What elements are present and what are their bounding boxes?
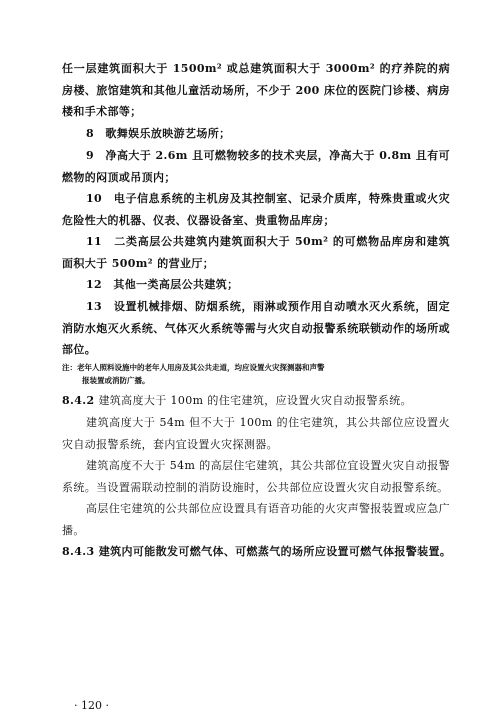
note: [62, 361, 452, 387]
page-number: · 120 ·: [74, 699, 109, 712]
item-12: 12 其他一类高层公共建筑；: [86, 278, 239, 291]
item-continued: 任一层建筑面积大于 1500m² 或总建筑面积大于 3000m² 的疗养院的病房楼、旅馆建筑和其他儿童活动场所，不少于 200 床位的医院门诊楼、病房楼和手术部等；: [62, 62, 450, 119]
section-number: 8.4.3: [62, 545, 99, 558]
section-8-4-3-heading: [62, 541, 452, 563]
section-text: 建筑高度大于 100m 的住宅建筑，应设置火灾自动报警系统。: [98, 394, 412, 407]
section-8-4-2-para-3: 高层住宅建筑的公共部位应设置具有语音功能的火灾声警报装置或应急广播。: [62, 502, 450, 537]
item-13: 13 设置机械排烟、防烟系统，雨淋或预作用自动喷水灭火系统，固定消防水炮灭火系统、气体灭火系统等需与火灾自动报警系统联锁动作的场所或部位。: [62, 300, 450, 357]
note-line-1: 注：老年人照料设施中的老年人用房及其公共走道，均应设置火灾探测器和声警: [62, 363, 325, 372]
section-8-4-2-para-1: 建筑高度大于 54m 但不大于 100m 的住宅建筑，其公共部位应设置火灾自动报警系统，套内宜设置火灾探测器。: [62, 416, 450, 451]
item-8: 8 歌舞娱乐放映游艺场所；: [86, 127, 231, 140]
item-9: 9 净高大于 2.6m 且可燃物较多的技术夹层，净高大于 0.8m 且有可燃物的闷顶或吊顶内；: [62, 149, 450, 184]
section-8-4-2-heading: [62, 390, 452, 412]
section-number: 8.4.2: [62, 394, 95, 407]
item-11: 11 二类高层公共建筑内建筑面积大于 50m² 的可燃物品库房和建筑面积大于 500m² 的营业厅；: [62, 235, 450, 270]
item-10: 10 电子信息系统的主机房及其控制室、记录介质库，特殊贵重或火灾危险性大的机器、仪表、仪器设备室、贵重物品库房；: [62, 192, 450, 227]
section-text: 建筑内可能散发可燃气体、可燃蒸气的场所应设置可燃气体报警装置。: [98, 545, 452, 558]
section-8-4-2-para-2: 建筑高度不大于 54m 的高层住宅建筑，其公共部位宜设置火灾自动报警系统。当设置需联动控制的消防设施时，公共部位应设置火灾自动报警系统。: [62, 459, 450, 494]
note-line-2: 报装置或消防广播。: [82, 376, 150, 386]
